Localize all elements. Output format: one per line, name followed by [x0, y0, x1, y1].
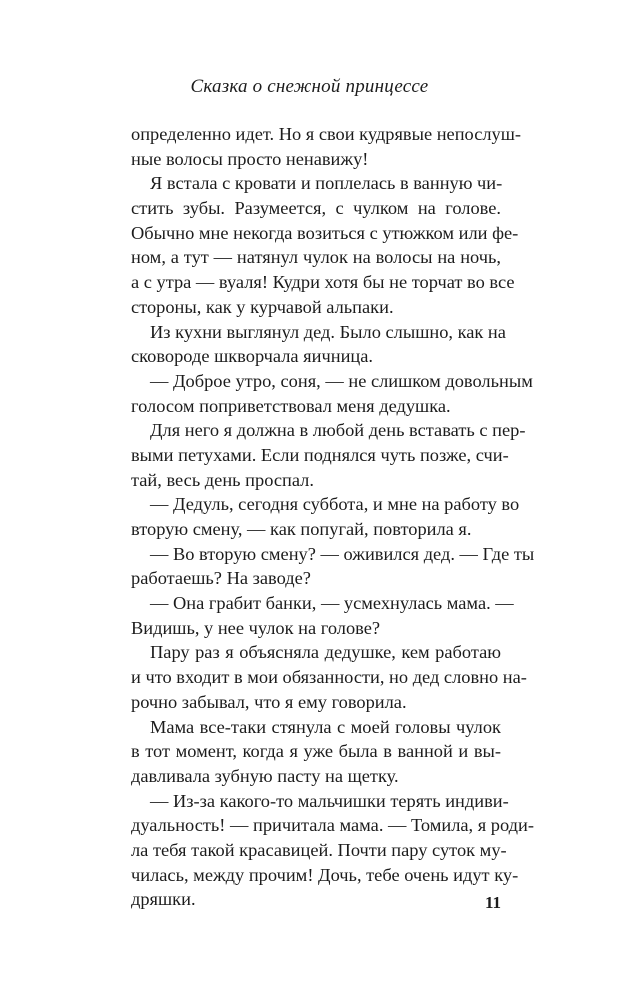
text-line: и что входит в мои обязанности, но дед словно на- — [131, 667, 527, 688]
text-line: чилась, между прочим! Дочь, тебе очень идут ку- — [131, 864, 519, 885]
paragraph — [131, 715, 501, 789]
text-line: работаешь? На заводе? — [131, 568, 311, 589]
text-line: — Во вторую смену? — оживился дед. — Где ты — [150, 543, 535, 564]
running-header: Сказка о снежной принцессе — [190, 76, 429, 97]
text-line: определенно идет. Но я свои кудрявые непослуш- — [131, 124, 522, 144]
paragraph — [131, 171, 519, 319]
text-line: давливала зубную пасту на щетку. — [131, 765, 399, 786]
text-line: тай, весь день проспал. — [131, 469, 314, 490]
page-number: 11 — [484, 893, 501, 912]
paragraph — [131, 369, 533, 418]
text-line: — Доброе утро, соня, — не слишком довольным — [150, 370, 533, 391]
text-line: дуальность! — причитала мама. — Томила, я роди- — [131, 815, 534, 836]
text-line: — Она грабит банки, — усмехнулась мама. — — [150, 593, 514, 614]
text-line: выми петухами. Если поднялся чуть позже, счи- — [131, 444, 509, 465]
text-line: Видишь, у нее чулок на голове? — [131, 617, 381, 638]
text-line: Пару раз я объясняла дедушке, кем работаю — [150, 642, 501, 663]
text-line: Обычно мне некогда возиться с утюжком или фе- — [131, 222, 519, 243]
paragraph — [131, 591, 514, 640]
text-line: вторую смену, — как попугай, повторила я. — [131, 519, 472, 539]
paragraph — [131, 542, 535, 591]
text-line: ном, а тут — натянул чулок на волосы на ночь, — [131, 247, 501, 268]
text-line: Для него я должна в любой день вставать с пер- — [150, 420, 526, 441]
text-line: а с утра — вуаля! Кудри хотя бы не торчат во все — [131, 272, 515, 293]
paragraph — [131, 418, 526, 492]
paragraph — [131, 492, 520, 541]
text-line: Из кухни выглянул дед. Было слышно, как на — [150, 321, 506, 342]
paragraph — [131, 320, 506, 369]
paragraph — [131, 640, 527, 714]
text-line: рочно забывал, что я ему говорила. — [131, 691, 407, 712]
text-line: Я встала с кровати и поплелась в ванную чи- — [150, 173, 503, 194]
text-line: ные волосы просто ненавижу! — [131, 148, 369, 169]
text-line: — Из-за какого-то мальчишки терять индиви- — [150, 790, 509, 811]
paragraph — [131, 122, 522, 171]
text-line: — Дедуль, сегодня суббота, и мне на работу во — [150, 494, 520, 515]
text-line: сковороде шкворчала яичница. — [131, 346, 374, 367]
text-line: стороны, как у курчавой альпаки. — [131, 296, 394, 317]
text-line: ла тебя такой красавицей. Почти пару суток му- — [131, 839, 507, 860]
text-line: дряшки. — [131, 889, 196, 910]
body-text — [131, 122, 535, 912]
text-line: в тот момент, когда я уже была в ванной и вы- — [131, 741, 501, 762]
text-line: стить зубы. Разумеется, с чулком на голове. — [131, 198, 501, 219]
text-line: Мама все-таки стянула с моей головы чулок — [150, 716, 501, 737]
text-line: голосом поприветствовал меня дедушка. — [131, 395, 451, 416]
